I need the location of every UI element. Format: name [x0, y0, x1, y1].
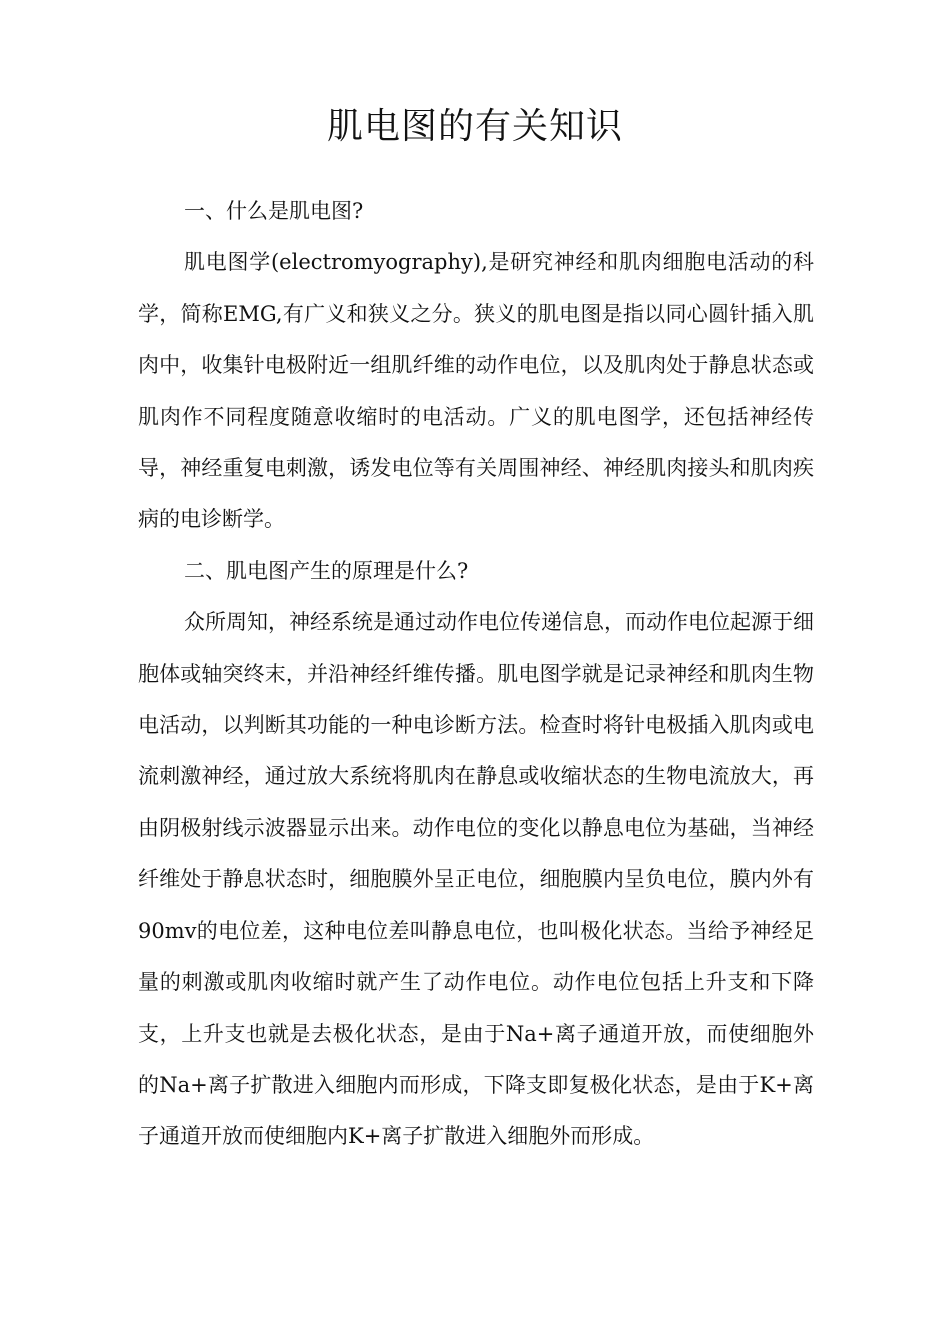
paragraph-2: 众所周知，神经系统是通过动作电位传递信息，而动作电位起源于细胞体或轴突终末，并沿神经纤维传播。肌电图学就是记录神经和肌肉生物电活动，以判断其功能的一种电诊断方法。检查时将针电极插入肌肉或电流刺激神经，通过放大系统将肌肉在静息或收缩状态的生物电流放大，再由阴极射线示波器显示出来。动作电位的变化以静息电位为基础，当神经纤维处于静息状态时，细胞膜外呈正电位，细胞膜内呈负电位，膜内外有90mv的电位差，这种电位差叫静息电位，也叫极化状态。当给予神经足量的刺激或肌肉收缩时就产生了动作电位。动作电位包括上升支和下降支，上升支也就是去极化状态，是由于Na+离子通道开放，而使细胞外的Na+离子扩散进入细胞内而形成，下降支即复极化状态，是由于K+离子通道开放而使细胞内K+离子扩散进入细胞外而形成。 [138, 610, 814, 1149]
section-heading-2: 二、肌电图产生的原理是什么? [184, 558, 469, 583]
document-body [138, 186, 814, 1163]
document-title: 肌电图的有关知识 [326, 106, 623, 147]
section-heading-1: 一、什么是肌电图? [184, 199, 364, 223]
paragraph-1: 肌电图学(electromyography),是研究神经和肌肉细胞电活动的科学，简称EMG,有广义和狭义之分。狭义的肌电图是指以同心圆针插入肌肉中，收集针电极附近一组肌纤维的动作电位，以及肌肉处于静息状态或肌肉作不同程度随意收缩时的电活动。广义的肌电图学，还包括神经传导，神经重复电刺激，诱发电位等有关周围神经、神经肌肉接头和肌肉疾病的电诊断学。 [138, 250, 814, 532]
